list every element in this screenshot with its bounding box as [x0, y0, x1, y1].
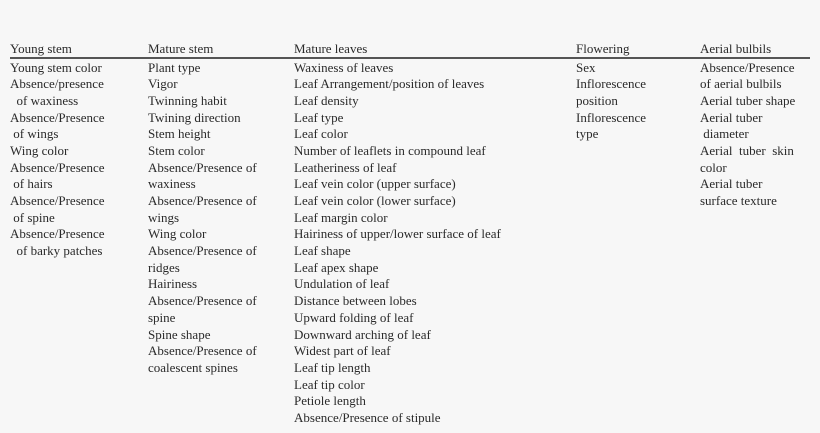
- table-cell-line: Leaf tip length: [294, 359, 371, 375]
- table-cell-line: Wing color: [148, 226, 207, 242]
- table-cell-line: Vigor: [148, 76, 178, 92]
- table-cell-line: Leaf shape: [294, 243, 351, 259]
- column-header: Young stem: [10, 41, 72, 56]
- table-cell-line: surface texture: [700, 193, 777, 208]
- table-cell-line: diameter: [700, 126, 749, 142]
- table-cell-line: of spine: [10, 209, 55, 225]
- table-cell-line: Waxiness of leaves: [294, 59, 394, 75]
- table-cell-line: Leaf vein color (upper surface): [294, 176, 456, 192]
- table-cell-line: Number of leaflets in compound leaf: [294, 142, 486, 158]
- table-cell-line: Spine shape: [148, 326, 211, 342]
- column-mature-stem: [148, 40, 257, 377]
- table-cell-line: Downward arching of leaf: [294, 326, 431, 342]
- column-header: Mature leaves: [294, 41, 368, 56]
- table-cell-line: Leatheriness of leaf: [294, 159, 397, 175]
- table-cell-line: Distance between lobes: [294, 293, 417, 309]
- table-cell-line: Petiole length: [294, 393, 366, 409]
- table-cell-line: Leaf density: [294, 92, 359, 108]
- table-cell-line: Inflorescence: [576, 109, 647, 125]
- table-cell-line: Absence/Presence of: [148, 343, 257, 359]
- table-cell-line: Leaf apex shape: [294, 259, 379, 275]
- table-cell-line: Aerial tuber skin: [700, 142, 794, 158]
- table-cell-line: Leaf tip color: [294, 376, 365, 392]
- table-cell-line: Leaf vein color (lower surface): [294, 193, 456, 208]
- table-cell-line: Absence/Presence: [10, 109, 105, 125]
- table-cell-line: Absence/Presence of: [148, 193, 257, 208]
- column-header: Flowering: [576, 41, 630, 56]
- table-cell-line: coalescent spines: [148, 359, 238, 375]
- table-cell-line: Hairiness: [148, 276, 198, 292]
- table-cell-line: of waxiness: [10, 92, 79, 108]
- column-young-stem: [10, 40, 105, 260]
- table-cell-line: Absence/Presence of: [148, 159, 257, 175]
- table-cell-line: Absence/Presence of stipule: [294, 409, 441, 425]
- table-cell-line: of hairs: [10, 176, 53, 192]
- table-cell-line: Leaf Arrangement/position of leaves: [294, 76, 485, 92]
- table-cell-line: Inflorescence: [576, 76, 647, 92]
- table-cell-line: Twining direction: [148, 109, 241, 125]
- table-cell-line: Hairiness of upper/lower surface of leaf: [294, 226, 501, 242]
- table-cell-line: of wings: [10, 126, 59, 142]
- table-cell-line: Aerial tuber shape: [700, 92, 796, 108]
- table-cell-line: of aerial bulbils: [700, 76, 782, 92]
- table-cell-line: type: [576, 126, 599, 142]
- table-cell-line: spine: [148, 309, 176, 325]
- table-cell-line: Upward folding of leaf: [294, 309, 414, 325]
- table-cell-line: Leaf margin color: [294, 209, 388, 225]
- table-cell-line: Aerial tuber: [700, 176, 763, 192]
- table-cell-line: Stem height: [148, 126, 211, 142]
- table-cell-line: Stem color: [148, 142, 205, 158]
- table-cell-line: Absence/Presence of: [148, 243, 257, 259]
- table-cell-line: waxiness: [148, 176, 196, 192]
- table-cell-line: Absence/Presence: [700, 59, 795, 75]
- table-cell-line: Young stem color: [10, 59, 102, 75]
- table-cell-line: Aerial tuber: [700, 109, 763, 125]
- table-cell-line: Absence/Presence of: [148, 293, 257, 309]
- table-cell-line: Widest part of leaf: [294, 343, 391, 359]
- table-cell-line: Absence/Presence: [10, 226, 105, 242]
- column-header: Aerial bulbils: [700, 41, 772, 56]
- table-cell-line: Plant type: [148, 59, 201, 75]
- table-cell-line: Undulation of leaf: [294, 276, 390, 292]
- table-cell-line: Absence/presence: [10, 76, 104, 92]
- table-cell-line: color: [700, 159, 727, 175]
- table-cell-line: Leaf type: [294, 109, 344, 125]
- table-cell-line: ridges: [148, 259, 180, 275]
- table-cell-line: position: [576, 92, 618, 108]
- table-cell-line: Absence/Presence: [10, 193, 105, 208]
- column-aerial-bulbils: [700, 40, 795, 210]
- column-header: Mature stem: [148, 41, 214, 56]
- table-cell-line: Leaf color: [294, 126, 348, 142]
- table-cell-line: Sex: [576, 59, 596, 75]
- table-cell-line: Twinning habit: [148, 92, 227, 108]
- column-flowering: [576, 40, 646, 143]
- table-cell-line: Absence/Presence: [10, 159, 105, 175]
- table-cell-line: of barky patches: [10, 243, 103, 259]
- table-cell-line: wings: [148, 209, 180, 225]
- column-mature-leaves: [294, 40, 501, 427]
- table-cell-line: Wing color: [10, 142, 69, 158]
